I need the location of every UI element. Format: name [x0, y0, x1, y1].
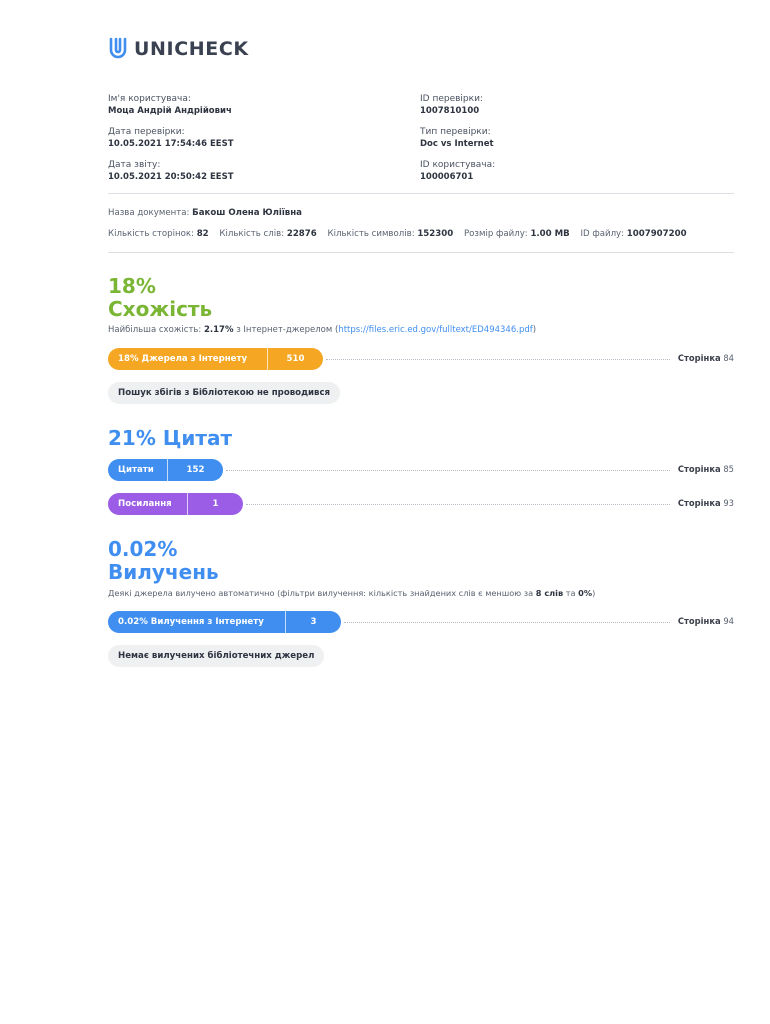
document-name-label: Назва документа: — [108, 208, 190, 218]
check-date: 10.05.2021 17:54:46 EEST — [108, 139, 234, 149]
user-id: 100006701 — [420, 172, 474, 182]
document-name: Бакош Олена Юліївна — [192, 208, 302, 218]
page-reference[interactable] — [678, 353, 734, 363]
page-number: 94 — [723, 616, 734, 626]
leader-dots — [246, 504, 670, 505]
report-date: 10.05.2021 20:50:42 EEST — [108, 172, 234, 182]
library-exclusions-note: Немає вилучених бібліотечних джерел — [108, 645, 324, 667]
top-similarity-close: ) — [532, 325, 537, 335]
words-label: Кількість слів: — [219, 229, 285, 239]
internet-exclusions-count: 3 — [310, 617, 317, 627]
leader-dots — [226, 470, 670, 471]
exclusions-note-mid: та — [565, 588, 576, 598]
unicheck-logo-icon — [108, 37, 128, 61]
document-stats-line — [108, 229, 687, 239]
page-reference[interactable] — [678, 616, 734, 626]
page-number: 93 — [723, 498, 734, 508]
exclusions-note-percent: 0% — [578, 588, 593, 598]
report-date-label: Дата звіту: — [108, 160, 161, 170]
internet-exclusions-row[interactable] — [108, 611, 734, 633]
top-similarity-link[interactable]: https://files.eric.ed.gov/fulltext/ED494346.pdf — [338, 325, 533, 335]
internet-exclusions-pill[interactable] — [108, 611, 341, 633]
user-name-label: Ім'я користувача: — [108, 94, 191, 104]
check-id-label: ID перевірки: — [420, 94, 483, 104]
check-type-label: Тип перевірки: — [420, 127, 491, 137]
exclusions-note-text: Деякі джерела вилучено автоматично (фільтри вилучення: кількість знайдених слів є меншою за — [108, 588, 534, 598]
size-label: Розмір файлу: — [463, 229, 528, 239]
brand-name: UNICHECK — [134, 38, 249, 60]
user-id-label: ID користувача: — [420, 160, 496, 170]
internet-exclusions-label: 0.02% Вилучення з Інтернету — [108, 611, 286, 633]
top-similarity-value: 2.17% — [203, 325, 234, 335]
exclusions-title: Вилучень — [108, 560, 219, 584]
page-reference[interactable] — [678, 464, 734, 474]
pages-label: Кількість сторінок: — [108, 229, 194, 239]
exclusions-percent: 0.02% — [108, 537, 178, 561]
chars-value: 152300 — [417, 229, 454, 239]
size-value: 1.00 MB — [530, 229, 570, 239]
top-similarity-label: Найбільша схожість: — [108, 325, 202, 335]
references-pill[interactable] — [108, 493, 243, 515]
internet-sources-pill[interactable] — [108, 348, 323, 370]
quotes-label: Цитати — [108, 459, 168, 481]
file-id-value: 1007907200 — [626, 229, 687, 239]
quotes-row[interactable] — [108, 459, 734, 481]
page-label: Сторінка — [677, 498, 721, 508]
document-name-line — [108, 208, 302, 218]
words-value: 22876 — [286, 229, 317, 239]
page-label: Сторінка — [677, 353, 721, 363]
check-type: Doc vs Internet — [420, 139, 494, 149]
page-reference[interactable] — [678, 498, 734, 508]
page-number: 84 — [723, 353, 734, 363]
page-number: 85 — [723, 464, 734, 474]
internet-sources-label: 18% Джерела з Інтернету — [108, 348, 268, 370]
divider — [108, 193, 734, 194]
page-label: Сторінка — [677, 464, 721, 474]
top-similarity-text: з Інтернет-джерелом ( — [236, 325, 339, 335]
quotes-pill[interactable] — [108, 459, 223, 481]
similarity-percent: 18% — [108, 274, 156, 298]
references-row[interactable] — [108, 493, 734, 515]
file-id-label: ID файлу: — [580, 229, 625, 239]
exclusions-note — [108, 588, 595, 598]
exclusions-note-words: 8 слів — [535, 588, 564, 598]
internet-sources-row[interactable] — [108, 348, 734, 370]
references-count: 1 — [212, 499, 219, 509]
divider — [108, 252, 734, 253]
quotes-count: 152 — [186, 465, 205, 475]
unicheck-logo — [108, 36, 249, 62]
check-id: 1007810100 — [420, 106, 480, 116]
references-label: Посилання — [108, 493, 188, 515]
exclusions-note-close: ) — [592, 588, 596, 598]
similarity-title: Схожість — [108, 297, 213, 321]
leader-dots — [344, 622, 670, 623]
user-name: Моца Андрій Андрійович — [108, 106, 232, 116]
citations-title: 21% Цитат — [108, 426, 233, 450]
page-label: Сторінка — [677, 616, 721, 626]
top-similarity-line — [108, 325, 536, 335]
library-note: Пошук збігів з Бібліотекою не проводився — [108, 382, 340, 404]
internet-sources-count: 510 — [286, 354, 305, 364]
pages-value: 82 — [196, 229, 209, 239]
chars-label: Кількість символів: — [327, 229, 415, 239]
leader-dots — [326, 359, 670, 360]
check-date-label: Дата перевірки: — [108, 127, 185, 137]
